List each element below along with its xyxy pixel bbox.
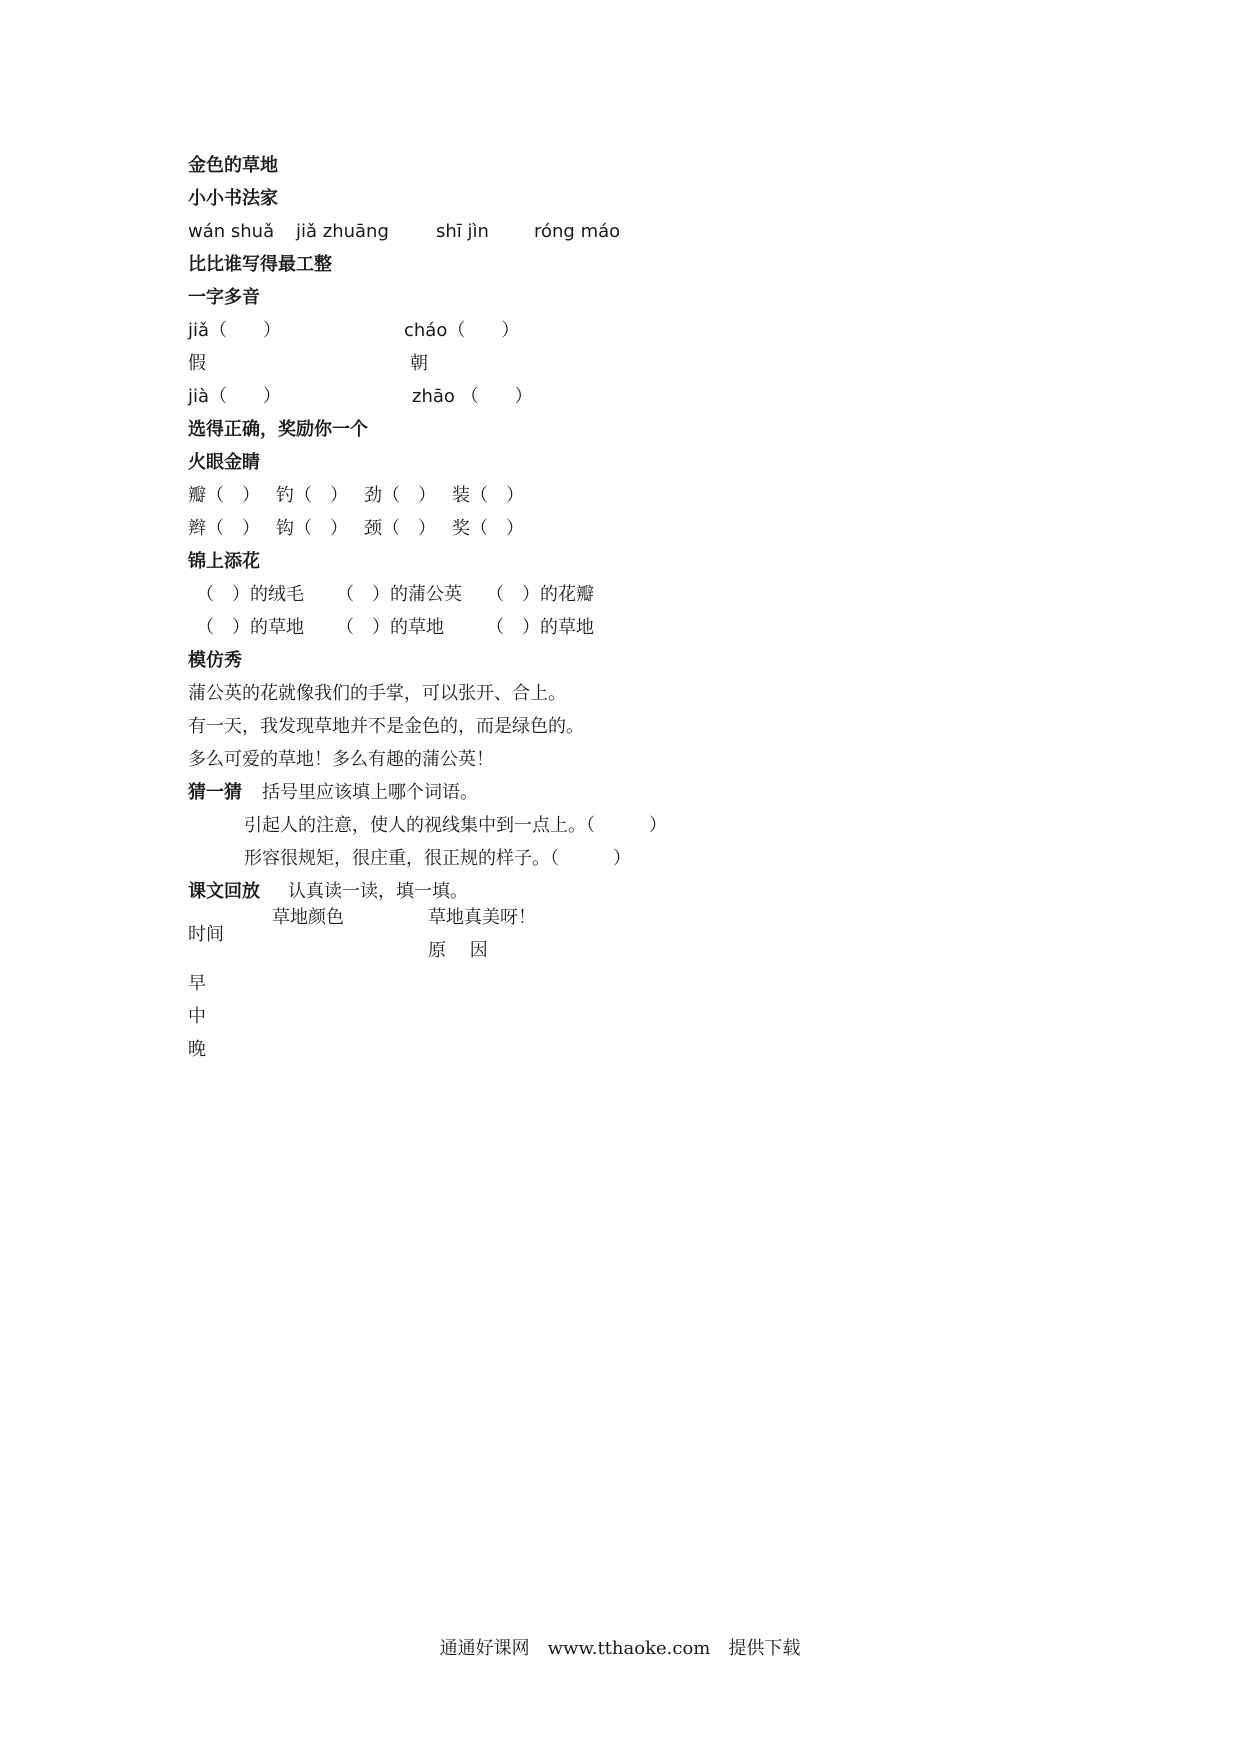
review-row-label: 早 [188,973,206,994]
guess-question: 形容很规矩，很庄重，很正规的样子。（ ） [244,848,631,869]
heading-sharp-eyes: 火眼金睛 [188,452,260,473]
review-col-reason: 原 因 [428,940,488,961]
review-row-label: 中 [188,1006,206,1027]
polyphone-blank: zhāo （ ） [412,386,533,407]
char-blank: 奖（ ） [452,518,524,539]
phrase-blank: （ ）的草地 [196,617,304,638]
pinyin-item: jiǎ zhuāng [296,221,389,242]
heading-embellish: 锦上添花 [188,551,260,572]
pinyin-item: wán shuǎ [188,221,275,242]
heading-neat-writing: 比比谁写得最工整 [188,254,332,275]
imitate-sentence: 多么可爱的草地！多么有趣的蒲公英！ [188,749,494,770]
pinyin-item: shī jìn [436,221,489,242]
review-instruction: 认真读一读，填一填。 [288,881,468,902]
page-footer: 通通好课网 www.tthaoke.com 提供下载 [439,1638,801,1659]
pinyin-item: róng máo [534,221,621,242]
review-col-color: 草地颜色 [272,907,344,928]
phrase-blank: （ ）的草地 [486,617,594,638]
polyphone-char: 假 [188,353,206,374]
heading-calligrapher: 小小书法家 [188,188,278,209]
heading-guess: 猜一猜 [188,782,242,803]
review-row-label: 晚 [188,1039,206,1060]
review-col-time: 时间 [188,924,224,945]
phrase-blank: （ ）的草地 [336,617,444,638]
heading-imitate: 模仿秀 [188,650,242,671]
char-blank: 辫（ ） [188,518,260,539]
polyphone-blank: cháo（ ） [404,320,520,341]
char-blank: 颈（ ） [364,518,436,539]
char-blank: 瓣（ ） [188,485,260,506]
guess-question: 引起人的注意，使人的视线集中到一点上。（ ） [244,815,667,836]
heading-polyphone: 一字多音 [188,287,260,308]
phrase-blank: （ ）的花瓣 [486,584,594,605]
page-title: 金色的草地 [188,155,278,176]
phrase-blank: （ ）的绒毛 [196,584,304,605]
imitate-sentence: 有一天，我发现草地并不是金色的，而是绿色的。 [188,716,584,737]
guess-instruction: 括号里应该填上哪个词语。 [262,782,478,803]
review-col-beauty: 草地真美呀！ [428,907,536,928]
polyphone-char: 朝 [410,353,428,374]
char-blank: 钓（ ） [276,485,348,506]
char-blank: 劲（ ） [364,485,436,506]
imitate-sentence: 蒲公英的花就像我们的手掌，可以张开、合上。 [188,683,566,704]
polyphone-blank: jiǎ（ ） [188,320,282,341]
heading-reward: 选得正确，奖励你一个 [188,419,368,440]
char-blank: 装（ ） [452,485,524,506]
polyphone-blank: jià（ ） [188,386,282,407]
phrase-blank: （ ）的蒲公英 [336,584,462,605]
char-blank: 钩（ ） [276,518,348,539]
heading-review: 课文回放 [188,881,260,902]
